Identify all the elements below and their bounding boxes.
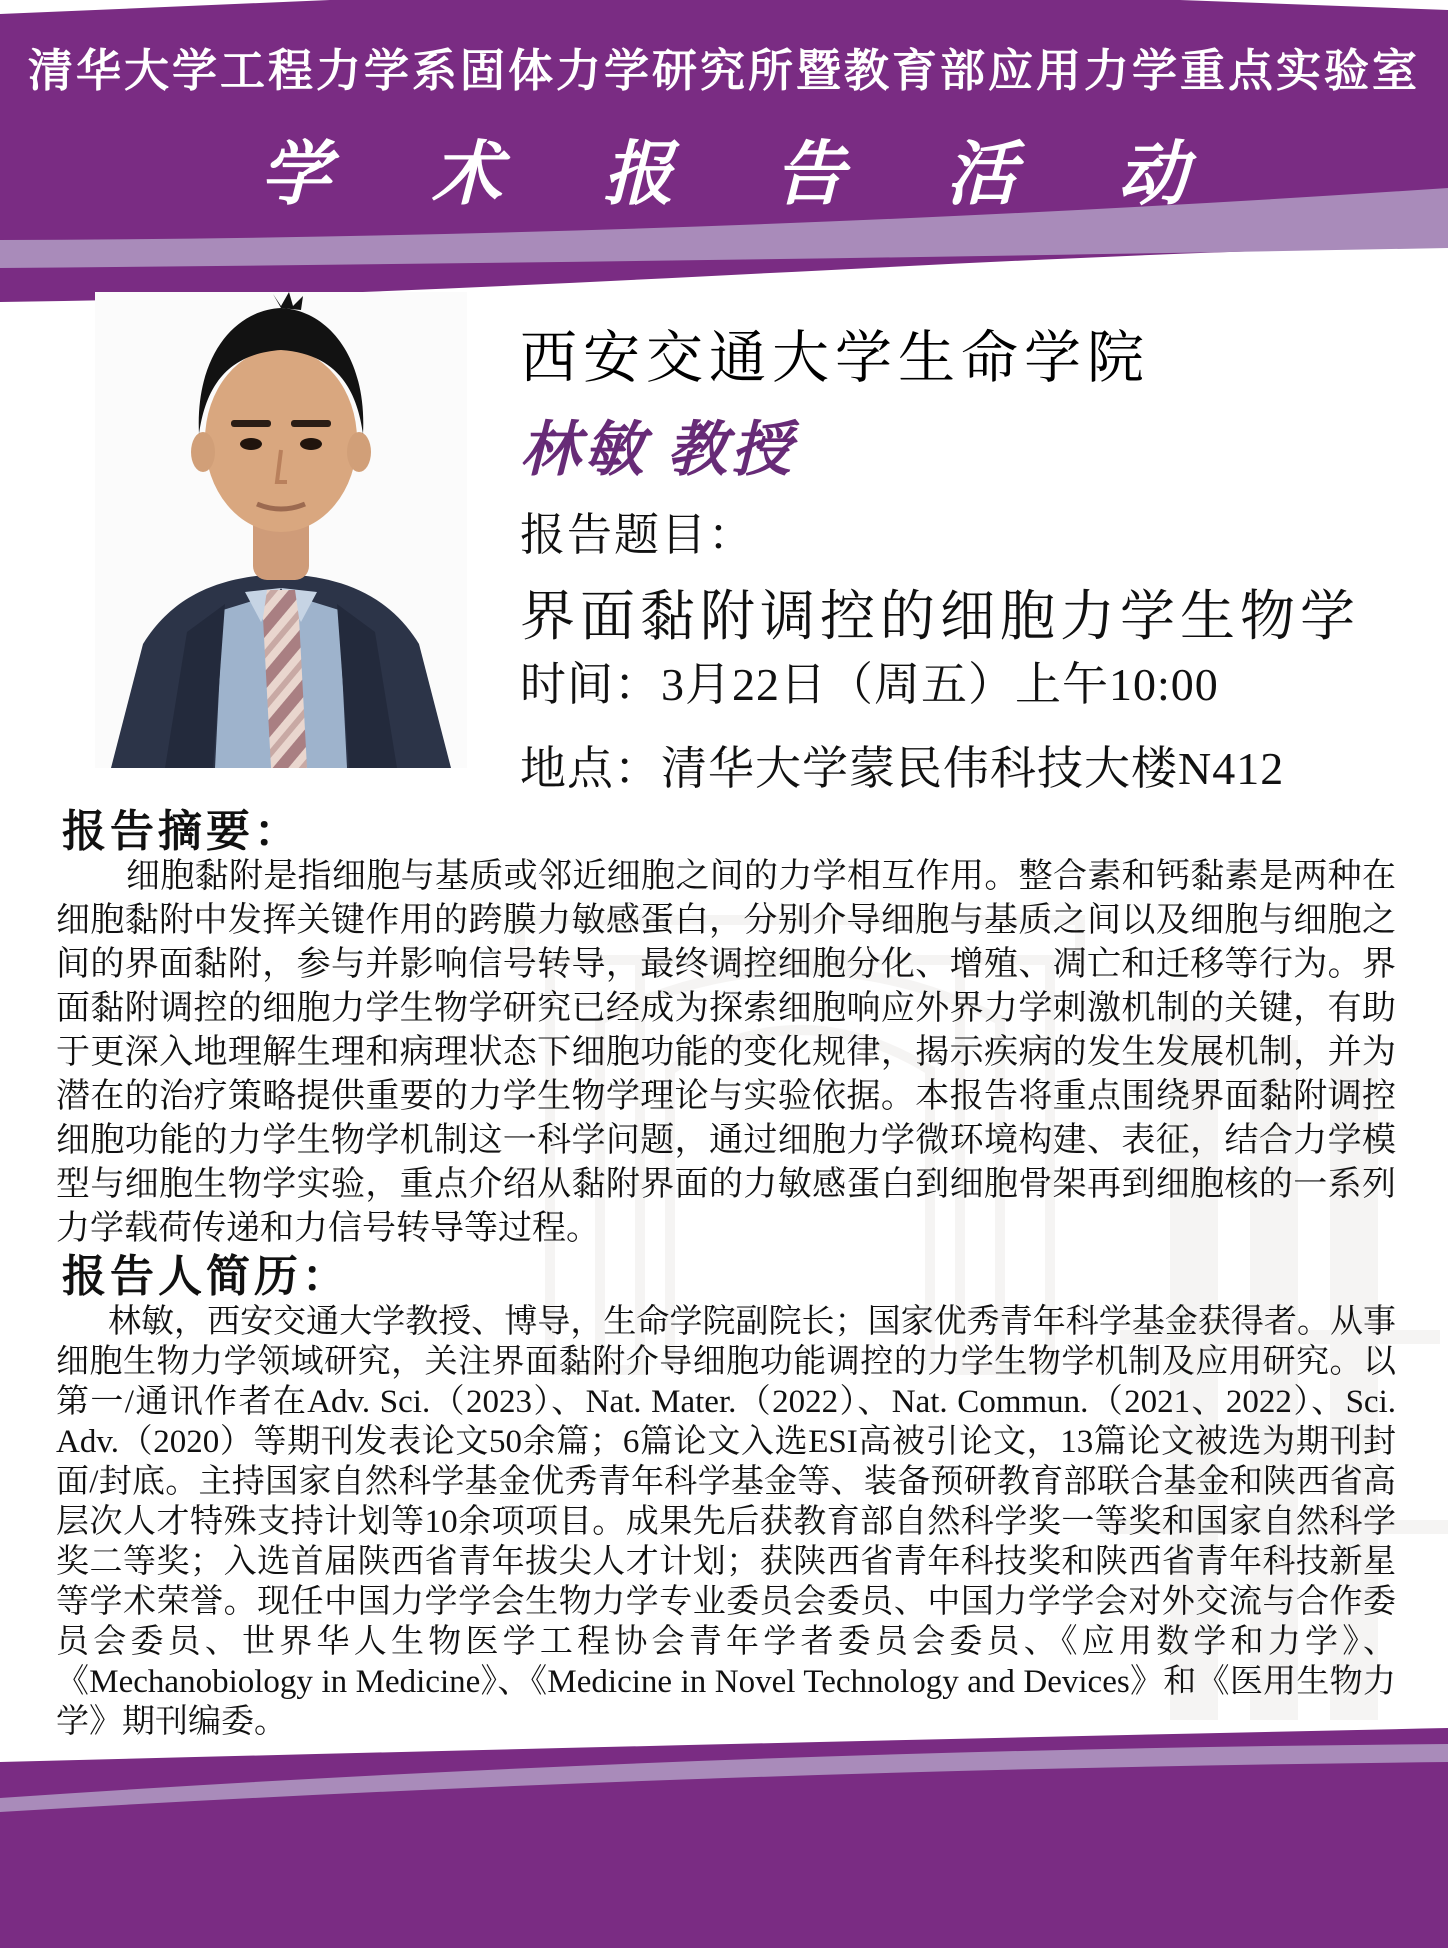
talk-venue: 地点：清华大学蒙民伟科技大楼N412	[520, 743, 1285, 794]
talk-time: 时间：3月22日（周五）上午10:00	[520, 659, 1219, 710]
speaker-portrait-drawing	[95, 292, 467, 768]
organizer-title: 清华大学工程力学系固体力学研究所暨教育部应用力学重点实验室	[27, 45, 1420, 96]
bio-body: 林敏，西安交通大学教授、博导，生命学院副院长；国家优秀青年科学基金获得者。从事细胞生物力学领域研究，关注界面黏附介导细胞功能调控的力学生物学机制及应用研究。以第一/通讯作者在Adv. Sci.（2023）、Nat. Mater.（2022）、Nat. Commun.（2021、2022）、Sci. Adv.（2020）等期刊发表论文50余篇；6篇论文入选ESI高被引论文，13篇论文被选为期刊封面/封底。主持国家自然科学基金优秀青年科学基金等、装备预研教育部联合基金和陕西省高层次人才特殊支持计划等10余项项目。成果先后获教育部自然科学奖一等奖和国家自然科学奖二等奖；入选首届陕西省青年拔尖人才计划；获陕西省青年科技奖和陕西省青年科技新星等学术荣誉。现任中国力学学会生物力学专业委员会委员、中国力学学会对外交流与合作委员会委员、世界华人生物医学工程协会青年学者委员会委员、《应用数学和力学》、《Mechanobiology in Medicine》、《Medicine in Novel Technology and Devices》和《医用生物力学》期刊编委。	[56, 1304, 1396, 1740]
talk-title: 界面黏附调控的细胞力学生物学	[520, 586, 1361, 647]
speaker-photo	[95, 292, 467, 768]
abstract-body: 细胞黏附是指细胞与基质或邻近细胞之间的力学相互作用。整合素和钙黏素是两种在细胞黏附中发挥关键作用的跨膜力敏感蛋白，分别介导细胞与基质之间以及细胞与细胞之间的界面黏附，参与并影响信号转导，最终调控细胞分化、增殖、凋亡和迁移等行为。界面黏附调控的细胞力学生物学研究已经成为探索细胞响应外界力学刺激机制的关键，有助于更深入地理解生理和病理状态下细胞功能的变化规律，揭示疾病的发生发展机制，并为潜在的治疗策略提供重要的力学生物学理论与实验依据。本报告将重点围绕界面黏附调控细胞功能的力学生物学机制这一科学问题，通过细胞力学微环境构建、表征，结合力学模型与细胞生物学实验，重点介绍从黏附界面的力敏感蛋白到细胞骨架再到细胞核的一系列力学载荷传递和力信号转导等过程。	[56, 858, 1396, 1247]
abstract-heading: 报告摘要：	[62, 807, 302, 856]
speaker-affiliation: 西安交通大学生命学院	[520, 327, 1150, 390]
speaker-name: 林敏 教授	[520, 417, 795, 483]
footer-banner-graphic	[0, 1698, 1448, 1948]
talk-title-label: 报告题目：	[520, 510, 756, 560]
bio-heading: 报告人简历：	[62, 1252, 350, 1301]
event-title: 学 术 报 告 活 动	[260, 137, 1230, 214]
